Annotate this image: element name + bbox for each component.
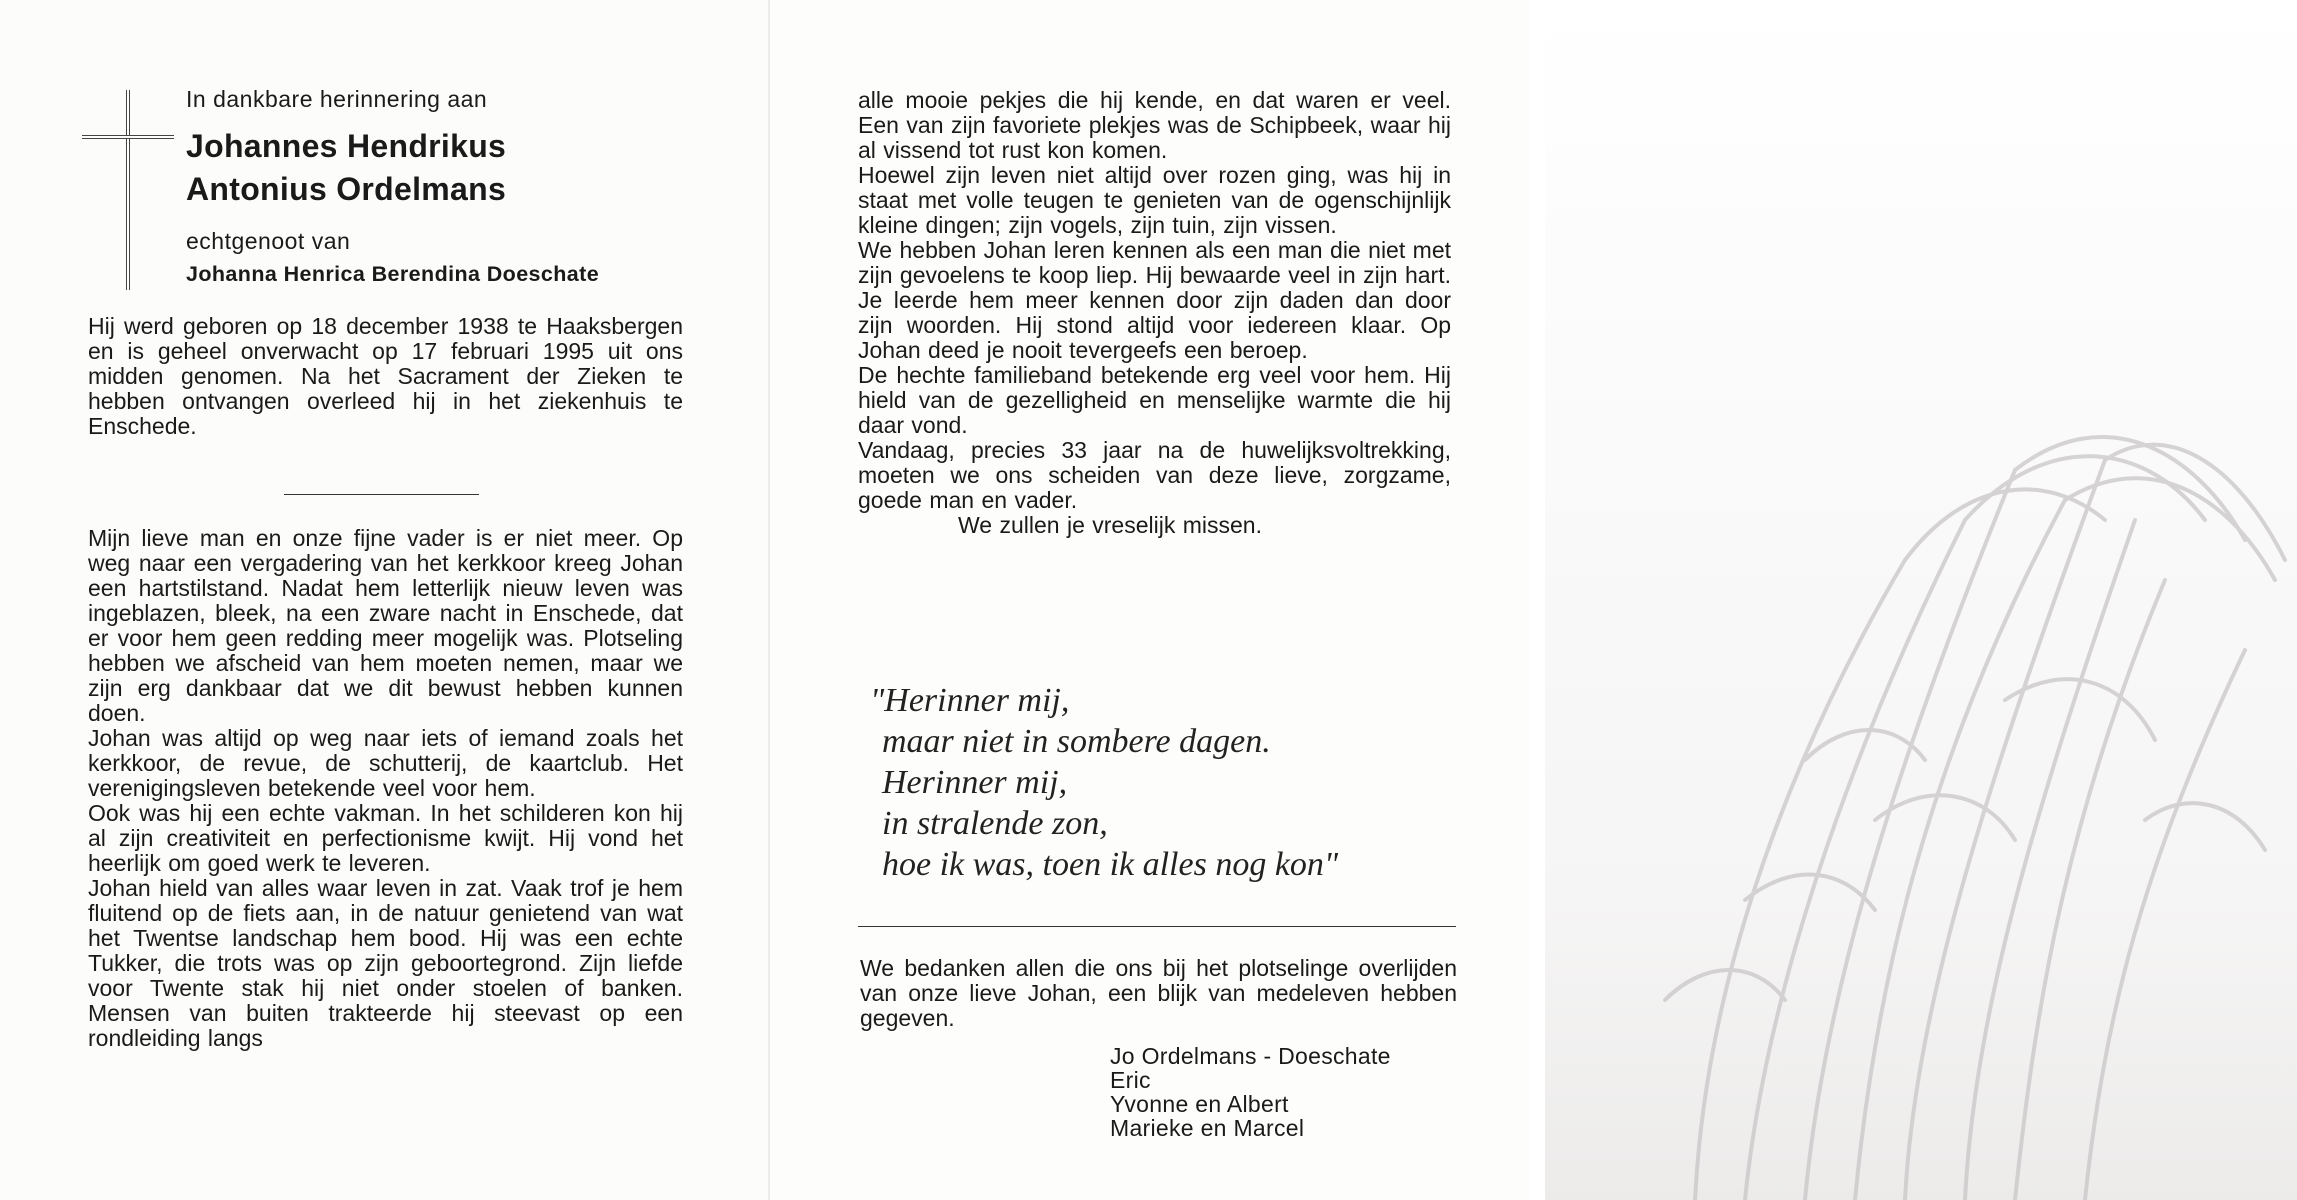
spouse-name: Johanna Henrica Berendina Doeschate — [186, 262, 600, 286]
middle-divider — [858, 926, 1456, 927]
poem-line-1: "Herinner mij, — [870, 682, 1070, 719]
left-paragraph-4: Johan hield van alles waar leven in zat. Vaak trof je hem fluitend op de fiets aan, in de natuur genietend van wat het Twentse landschap hem bood. Hij was een echte Tukker, die trots was op zijn geboortegrond. Zijn liefde voor Twente stak hij niet onder stoelen of banken. Mensen van buiten trakteerde hij steevast op een rondleiding langs — [88, 875, 683, 1051]
left-paragraph-3: Ook was hij een echte vakman. In het schilderen kon hij al zijn creativiteit en perfectionisme kwijt. Hij vond het heerlijk om goed werk te leveren. — [88, 800, 683, 876]
left-divider — [284, 494, 479, 495]
spouse-label: echtgenoot van — [186, 228, 351, 254]
signature-line-1: Jo Ordelmans - Doeschate — [1110, 1043, 1391, 1069]
deceased-name-line2: Antonius Ordelmans — [186, 171, 507, 207]
signatures — [1110, 1044, 1391, 1140]
middle-paragraph-3: We hebben Johan leren kennen als een man die niet met zijn gevoelens te koop liep. Hij bewaarde veel in zijn hart. Je leerde hem meer kennen door zijn daden dan door zijn woorden. Hij stond altijd voor iedereen klaar. Op Johan deed je nooit tevergeefs een beroep. — [858, 237, 1451, 363]
poem-line-2: maar niet in sombere dagen. — [882, 723, 1271, 760]
middle-paragraph-5: Vandaag, precies 33 jaar na de huwelijksvoltrekking, moeten we ons scheiden van deze lieve, zorgzame, goede man en vader. — [858, 437, 1451, 513]
closing-line: We zullen je vreselijk missen. — [958, 512, 1262, 538]
middle-paragraph-4: De hechte familieband betekende erg veel voor hem. Hij hield van de gezelligheid en menselijke warmte die hij daar vond. — [858, 362, 1451, 438]
signature-line-4: Marieke en Marcel — [1110, 1115, 1305, 1141]
deceased-name-line1: Johannes Hendrikus — [186, 128, 507, 164]
left-paragraph-2: Johan was altijd op weg naar iets of iemand zoals het kerkkoor, de revue, de schutterij, de kaartclub. Het verenigingsleven betekende veel voor hem. — [88, 725, 683, 801]
poem-line-3: Herinner mij, — [882, 764, 1068, 801]
thanks-paragraph: We bedanken allen die ons bij het plotselinge overlijden van onze lieve Johan, een blijk van medeleven hebben gegeven. — [860, 955, 1457, 1031]
middle-paragraph-2: Hoewel zijn leven niet altijd over rozen ging, was hij in staat met volle teugen te genieten van de ogenschijnlijk kleine dingen; zijn vogels, zijn tuin, zijn vissen. — [858, 162, 1451, 238]
birth-paragraph: Hij werd geboren op 18 december 1938 te Haaksbergen en is geheel onverwacht op 17 februari 1995 uit ons midden genomen. Na het Sacrament der Zieken te hebben ontvangen overleed hij in het ziekenhuis te Enschede. — [88, 313, 683, 439]
grass-illustration — [1545, 0, 2297, 1200]
poem-line-4: in stralende zon, — [882, 805, 1108, 842]
signature-line-2: Eric — [1110, 1067, 1151, 1093]
middle-paragraph-1: alle mooie pekjes die hij kende, en dat waren er veel. Een van zijn favoriete plekjes was de Schipbeek, waar hij al vissend tot rust kon komen. — [858, 87, 1451, 163]
poem-line-5: hoe ik was, toen ik alles nog kon" — [882, 846, 1339, 883]
left-page — [0, 0, 770, 1200]
back-page — [1545, 0, 2297, 1200]
left-paragraph-1: Mijn lieve man en onze fijne vader is er niet meer. Op weg naar een vergadering van het kerkkoor kreeg Johan een hartstilstand. Nadat hem letterlijk nieuw leven was ingeblazen, bleek, na een zware nacht in Enschede, dat er voor hem geen redding meer mogelijk was. Plotseling hebben we afscheid van hem moeten nemen, maar we zijn erg dankbaar dat we dit bewust hebben kunnen doen. — [88, 525, 683, 726]
cross-icon-bar — [82, 135, 174, 139]
cross-icon — [126, 90, 130, 290]
signature-line-3: Yvonne en Albert — [1110, 1091, 1289, 1117]
intro-text: In dankbare herinnering aan — [186, 86, 488, 112]
poem — [870, 680, 1338, 885]
